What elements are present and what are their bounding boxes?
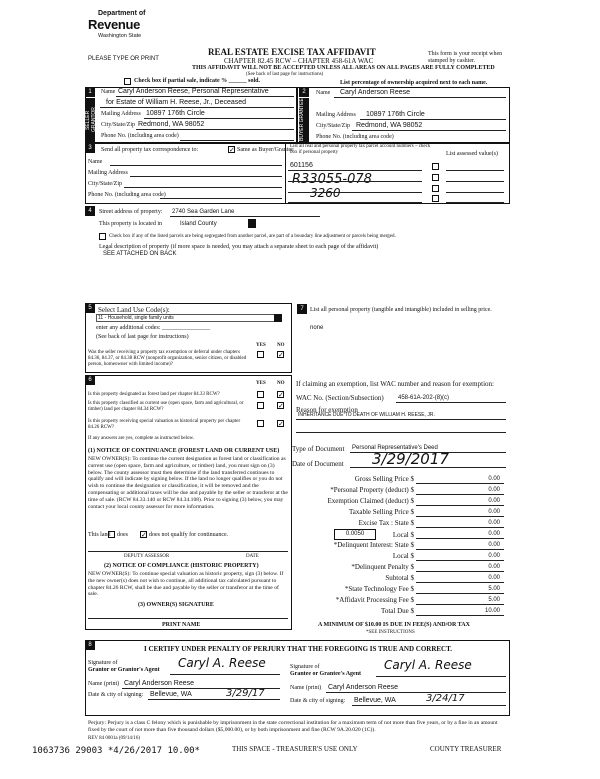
forest-q3-no[interactable]: ✓	[278, 420, 284, 428]
legal-label: Legal description of property (if more space is needed, you may attach a separate sheet to each page of the affidavit)	[99, 244, 379, 250]
tax-row-label: Local $	[392, 552, 414, 560]
landuse-select[interactable]: 11 - Household, single family units	[96, 314, 275, 322]
parcel-header: List all real and personal property tax parcel account numbers – check box if personal property	[290, 144, 431, 155]
assessed-header: List assessed value(s)	[446, 151, 498, 157]
tax-row-value[interactable]: 0.00	[488, 476, 500, 482]
tax-row	[290, 507, 506, 518]
tax-row-label: *Personal Property (deduct) $	[330, 486, 414, 494]
tax-row-label: Taxable Selling Price $	[348, 508, 414, 516]
additional-codes-label: enter any additional codes: ________________	[96, 325, 210, 331]
buyer-address[interactable]: 10897 176th Circle	[366, 111, 425, 118]
exempt-yes-checkbox[interactable]	[257, 351, 264, 358]
deputy-assessor-label: DEPUTY ASSESSOR	[124, 554, 170, 559]
seller-city[interactable]: Redmond, WA 98052	[138, 121, 205, 128]
local-tax-value[interactable]: 0.00	[488, 531, 500, 537]
tax-row	[290, 595, 506, 606]
perjury-notice: Perjury: Perjury is a class C felony which is punishable by imprisonment in the state correctional institution for a maximum term of not more than five years, or by a fine in an amount fixed by the court of not more than five thousand dollars ($5,000.00), or by both imprisonment and fine (RCW 9A.20.020 (1C)).	[88, 720, 498, 733]
section5-number: 5	[85, 303, 95, 313]
forest-q1-no[interactable]: ✓	[278, 391, 284, 399]
reason-value[interactable]: INHERITANCE DUE TO DEATH OF WILLIAM H. REESE, JR.	[298, 412, 435, 418]
tax-row-label: Excise Tax : State $	[358, 519, 414, 527]
compliance-title: (2) NOTICE OF COMPLIANCE (HISTORIC PROPERTY)	[104, 563, 259, 569]
form-chapter: CHAPTER 82.45 RCW – CHAPTER 458-61A WAC	[224, 57, 374, 65]
grantee-sig-label-2: Grantee or Grantee's Agent	[290, 671, 362, 677]
reason-label: Reason for exemption	[296, 406, 358, 414]
parcel-pp-checkbox-4[interactable]	[432, 195, 439, 202]
buyer-name[interactable]: Caryl Anderson Reese	[340, 89, 411, 96]
grantor-city[interactable]: Bellevue, WA	[150, 691, 192, 698]
rev-number: REV 84 0001a (09/14/16)	[88, 736, 140, 741]
grantee-signature[interactable]: Caryl A. Reese	[384, 658, 472, 672]
forest-question-1: Is this property designated as forest land per chapter 84.33 RCW?	[88, 392, 220, 397]
landuse-label: Select Land Use Code(s):	[98, 306, 170, 314]
section8-number: 8	[85, 640, 95, 650]
wac-value[interactable]: 458-61A-202-(8)(c)	[398, 395, 450, 401]
county-treasurer: COUNTY TREASURER	[430, 745, 502, 753]
tax-row	[290, 474, 506, 485]
buyer-name-label: Name	[316, 90, 331, 96]
local-tax-label: Local $	[392, 531, 414, 539]
grantee-date[interactable]: 3/24/17	[426, 693, 465, 704]
land-does-checkbox[interactable]	[108, 531, 115, 538]
personal-property-label: List all personal property (tangible and intangible) included in selling price.	[310, 307, 492, 313]
tax-row-value[interactable]: 0.00	[488, 509, 500, 515]
seller-phone-label: Phone No. (including area code)	[101, 133, 179, 139]
any-yes-note: If any answers are yes, complete as instructed below.	[88, 436, 195, 441]
county-select[interactable]: Island County	[180, 221, 217, 227]
partial-sale-label: Check box if partial sale, indicate % ______ sold.	[134, 78, 261, 84]
tax-row-value[interactable]: 5.00	[488, 586, 500, 592]
parcel-pp-checkbox-3[interactable]	[432, 185, 439, 192]
owner-signature-label: (3) OWNER(S) SIGNATURE	[138, 602, 214, 608]
tax-row	[290, 540, 506, 551]
buyer-phone-label: Phone No. (including area code)	[316, 134, 394, 140]
continuance-title: (1) NOTICE OF CONTINUANCE (FOREST LAND OR CURRENT USE)	[88, 448, 280, 454]
located-label: This property is located in	[99, 221, 162, 227]
grantee-sig-label-1: Signature of	[290, 664, 320, 670]
section6-number: 6	[85, 375, 95, 385]
land-does-not-label: does not qualify for continuance.	[149, 532, 229, 538]
county-dropdown-icon[interactable]	[248, 219, 256, 228]
parcel-pp-checkbox-1[interactable]	[432, 163, 439, 170]
tax-row-label: *Delinquent Penalty $	[351, 563, 414, 571]
send-correspondence-label: Send all property tax correspondence to:	[101, 147, 199, 153]
parcel-pp-checkbox-2[interactable]	[432, 174, 439, 181]
doc-type-value[interactable]: Personal Representative's Deed	[352, 445, 438, 451]
grantee-name-label: Name (print)	[290, 685, 322, 691]
same-as-buyer-checkbox[interactable]: ✓	[229, 146, 235, 154]
tax-row-value[interactable]: 0.00	[488, 575, 500, 581]
forest-no-header: NO	[277, 381, 285, 386]
grantee-date-label: Date & city of signing:	[290, 698, 346, 704]
wac-label: WAC No. (Section/Subsection)	[296, 394, 384, 402]
logo-state: Washington State	[98, 33, 142, 39]
tax-row-value[interactable]: 0.00	[488, 553, 500, 559]
legal-description[interactable]: SEE ATTACHED ON BACK	[103, 251, 177, 257]
seller-city-label: City/State/Zip	[101, 122, 135, 128]
tax-row	[290, 485, 506, 496]
deputy-date-label: DATE	[246, 554, 259, 559]
landuse-see-back: (See back of last page for instructions)	[96, 334, 189, 340]
exempt-no-checkbox[interactable]: ✓	[278, 351, 284, 359]
form-warning: THIS AFFIDAVIT WILL NOT BE ACCEPTED UNLESS ALL AREAS ON ALL PAGES ARE FULLY COMPLETED	[192, 65, 495, 71]
logo-revenue: Revenue	[88, 17, 141, 32]
tax-row-label: Subtotal $	[385, 574, 414, 582]
tax-row	[290, 606, 506, 617]
tax-row	[290, 584, 506, 595]
tax-row	[290, 551, 506, 562]
grantor-date-label: Date & city of signing:	[88, 692, 144, 698]
this-land-label: This land	[88, 532, 111, 538]
tax-row	[290, 496, 506, 507]
dor-logo	[88, 8, 162, 48]
tax-row-value[interactable]: 10.00	[484, 608, 500, 614]
certify-statement: I CERTIFY UNDER PENALTY OF PERJURY THAT THE FOREGOING IS TRUE AND CORRECT.	[144, 645, 453, 653]
tax-row-label: *Delinquent Interest: State $	[333, 541, 414, 549]
print-name-label: PRINT NAME	[162, 622, 201, 628]
exemption-claim-label: If claiming an exemption, list WAC number and reason for exemption:	[296, 380, 494, 388]
section4-number: 4	[85, 206, 95, 216]
segregated-checkbox[interactable]	[99, 233, 106, 240]
grantee-name[interactable]: Caryl Anderson Reese	[328, 684, 399, 691]
tax-row-label: Gross Selling Price $	[354, 475, 414, 483]
landuse-no-header: NO	[277, 343, 285, 348]
forest-q3-yes[interactable]	[257, 420, 264, 427]
doc-date-label: Date of Document	[292, 460, 344, 468]
local-rate-box[interactable]: 0.0050	[334, 529, 376, 540]
partial-sale-checkbox[interactable]	[124, 78, 131, 85]
minimum-due: A MINIMUM OF $10.00 IS DUE IN FEE(S) AND/OR TAX	[318, 622, 470, 628]
segregated-text: Check box if any of the listed parcels are being segregated from another parcel, are part of a boundary line adjustment or parcels being merged.	[109, 234, 396, 239]
corr-name-label: Name	[88, 159, 103, 165]
ownership-note: List percentage of ownership acquired next to each name.	[340, 80, 488, 86]
street-address[interactable]: 2740 Sea Garden Lane	[172, 209, 235, 215]
grantor-signature[interactable]: Caryl A. Reese	[178, 656, 266, 670]
seller-address-label: Mailing Address	[101, 111, 141, 117]
doc-type-label: Type of Document	[292, 445, 345, 453]
forest-q2-no[interactable]: ✓	[278, 402, 284, 410]
parcel-1[interactable]: 601156	[290, 162, 313, 169]
parcel-handwritten-1: R33055-078	[292, 172, 372, 187]
tax-row	[290, 573, 506, 584]
forest-question-2: Is this property classified as current use (open space, farm and agricultural, or timber) land per chapter 84.34 RCW?	[88, 401, 244, 412]
seller-address[interactable]: 10897 176th Circle	[146, 110, 205, 117]
tax-row-label: Exemption Claimed (deduct) $	[327, 497, 414, 505]
grantor-sig-label-1: Signature of	[88, 660, 118, 666]
forest-question-3: Is this property receiving special valuation as historical property per chapter 84.26 RCW?	[88, 419, 241, 430]
recording-stamp: 1063736 29003 *4/26/2017 10.00*	[32, 746, 200, 756]
tax-row-value[interactable]: 0.00	[488, 520, 500, 526]
grantor-sig-label-2: Grantor or Grantor's Agent	[88, 667, 160, 673]
land-does-label: does	[117, 532, 128, 538]
grantee-city[interactable]: Bellevue, WA	[354, 697, 396, 704]
corr-address-label: Mailing Address	[88, 170, 128, 176]
seller-name-line2[interactable]: for Estate of William H. Reese, Jr., Deceased	[106, 99, 247, 106]
tax-row-value[interactable]: 0.00	[488, 564, 500, 570]
buyer-address-label: Mailing Address	[316, 112, 356, 118]
street-label: Street address of property:	[99, 209, 163, 215]
tax-row-value[interactable]: 5.00	[488, 597, 500, 603]
grantor-name-label: Name (print)	[88, 681, 120, 687]
land-does-not-checkbox[interactable]: ✓	[141, 531, 147, 539]
buyer-city[interactable]: Redmond, WA 98052	[356, 122, 423, 129]
tax-row-value[interactable]: 0.00	[488, 487, 500, 493]
grantor-name[interactable]: Caryl Anderson Reese	[124, 680, 195, 687]
logo-department: Department of	[98, 10, 146, 17]
local-rate-row	[290, 529, 506, 540]
forest-q1-yes[interactable]	[257, 391, 264, 398]
tax-row	[290, 518, 506, 529]
section7-number: 7	[297, 304, 307, 314]
receipt-note: This form is your receipt when stamped by cashier.	[428, 51, 503, 64]
tax-row-label: *State Technology Fee $	[344, 585, 414, 593]
type-hint: PLEASE TYPE OR PRINT	[88, 56, 159, 62]
buyer-number: 2	[299, 87, 309, 97]
forest-q2-yes[interactable]	[257, 402, 264, 409]
tax-row-value[interactable]: 0.00	[488, 498, 500, 504]
seller-name[interactable]: Caryl Anderson Reese, Personal Representative	[118, 88, 269, 95]
form-see-back: (See back of last page for instructions)	[246, 72, 324, 77]
exemption-question: Was the seller receiving a property tax exemption or deferral under chapters 84.36, 84.37, or 84.38 RCW (nonprofit organization, senior citizen, or disabled person, homeowner with limited income)?	[88, 350, 247, 367]
corr-city-label: City/State/Zip	[88, 181, 122, 187]
tax-row-value[interactable]: 0.00	[488, 542, 500, 548]
seller-name-label: Name	[101, 89, 116, 95]
corr-phone-label: Phone No. (including area code)	[88, 192, 166, 198]
section3-number: 3	[85, 143, 95, 153]
continuance-text: NEW OWNER(S): To continue the current designation as forest land or classification as current use (open space, farm and agriculture, or timber) land, you must sign on (3) below. The county assessor must then determine if the land transferred continues to qualify and will indicate by signing below. If the land no longer qualifies or you do not wish to continue the designation or classification, it will be removed and the compensating or additional taxes will be due and payable by the seller or transferor at the time of sale. (RCW 84.33.140 or RCW 84.34.108). Prior to signing (3) below, you may contact your local county assessor for more information.	[88, 456, 288, 510]
tax-row-label: Total Due $	[381, 607, 414, 615]
seller-side-label: SELLER GRANTOR	[85, 98, 95, 142]
same-as-buyer-label: Same as Buyer/Grantee	[237, 147, 294, 153]
landuse-dropdown-icon[interactable]	[274, 314, 282, 322]
buyer-city-label: City/State/Zip	[316, 123, 350, 129]
personal-property-value[interactable]: none	[310, 325, 324, 331]
tax-row	[290, 562, 506, 573]
see-instructions: *SEE INSTRUCTIONS	[366, 630, 415, 635]
seller-number: 1	[85, 87, 95, 97]
tax-row-label: *Affidavit Processing Fee $	[335, 596, 414, 604]
landuse-yes-header: YES	[256, 343, 266, 348]
treasurer-only: THIS SPACE - TREASURER'S USE ONLY	[232, 745, 358, 753]
doc-date-value[interactable]: 3/29/2017	[372, 450, 449, 468]
forest-yes-header: YES	[256, 381, 266, 386]
compliance-text: NEW OWNER(S): To continue special valuation as historic property, sign (3) below. If the new owner(s) does not wish to continue, all additional tax calculated pursuant to chapter 84.26 RCW, shall be due and payable by the seller or transferor at the time of sale.	[88, 571, 284, 598]
parcel-handwritten-2: 3260	[310, 186, 341, 200]
buyer-side-label: BUYER GRANTEE	[299, 98, 309, 142]
grantor-date[interactable]: 3/29/17	[226, 688, 265, 699]
form-title: REAL ESTATE EXCISE TAX AFFIDAVIT	[208, 47, 376, 57]
